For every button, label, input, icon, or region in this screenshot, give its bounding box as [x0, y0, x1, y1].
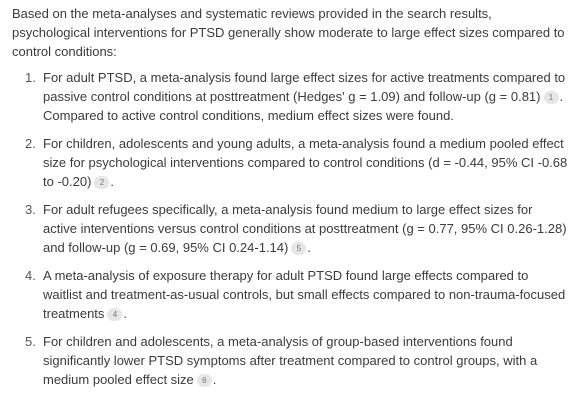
list-item-text: For children, adolescents and young adults, a meta-analysis found a medium pooled effect size for psychological interventions compared to control conditions (d = -0.44, 95% CI -0.68 to -0.20) — [43, 136, 568, 189]
list-item-number: 2. — [25, 136, 36, 151]
list-item — [12, 332, 569, 389]
list-item-text: For adult refugees specifically, a meta-analysis found medium to large effect sizes for active interventions versus control conditions at posttreatment (g = 0.77, 95% CI 0.26-1.28) and follow-up (g = 0.69, 95% CI 0.24-1.14) — [43, 202, 567, 255]
list-item — [12, 200, 569, 257]
list-item — [12, 134, 569, 191]
citation-badge[interactable]: 5 — [291, 242, 306, 255]
citation-badge[interactable]: 1 — [544, 91, 559, 104]
citation-badge[interactable]: 6 — [197, 374, 212, 387]
list-item — [12, 266, 569, 323]
list-item-number: 1. — [25, 70, 36, 85]
list-item-number: 4. — [25, 268, 36, 283]
list-item-text: A meta-analysis of exposure therapy for adult PTSD found large effects compared to waitlist and treatment-as-usual controls, but small effects compared to non-trauma-focused treatments — [43, 268, 566, 321]
answer-intro: Based on the meta-analyses and systematic reviews provided in the search results, psychological interventions for PTSD generally show moderate to large effect sizes compared to control conditions: — [12, 6, 565, 59]
list-item-text-end: . — [307, 240, 311, 255]
list-item-text-end: . — [123, 306, 128, 321]
list-item-text: For children and adolescents, a meta-analysis of group-based interventions found significantly lower PTSD symptoms after treatment compared to control groups, with a medium pooled effect size — [43, 334, 538, 387]
list-item-number: 5. — [25, 334, 36, 349]
list-item-text-end: . Compared to active control conditions, medium effect sizes were found. — [43, 89, 564, 123]
citation-badge[interactable]: 2 — [94, 176, 109, 189]
list-item-number: 3. — [25, 202, 36, 217]
list-item-text-end: . — [212, 372, 217, 387]
list-item — [12, 68, 569, 125]
citation-badge[interactable]: 4 — [107, 308, 122, 321]
list-item-text-end: . — [110, 174, 115, 189]
list-item-text: For adult PTSD, a meta-analysis found large effect sizes for active treatments compared to passive control conditions at posttreatment (Hedges' g = 1.09) and follow-up (g = 0.81) — [43, 70, 566, 104]
findings-list — [12, 68, 569, 389]
